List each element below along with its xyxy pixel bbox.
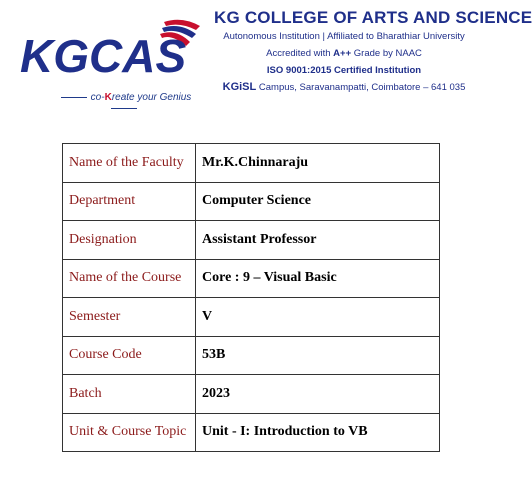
row-value: 2023 bbox=[196, 375, 440, 414]
iso-text: ISO 9001:2015 Certified Institution bbox=[266, 65, 422, 76]
accreditation-grade: A++ bbox=[333, 48, 352, 59]
college-logo bbox=[14, 14, 214, 104]
row-value: Assistant Professor bbox=[196, 221, 440, 260]
row-label: Course Code bbox=[63, 336, 196, 375]
row-value: 53B bbox=[196, 336, 440, 375]
college-address bbox=[214, 79, 474, 96]
header bbox=[0, 0, 532, 110]
tagline-prefix: co- bbox=[90, 92, 105, 103]
accreditation-suffix: Grade by NAAC bbox=[351, 48, 422, 59]
row-label: Batch bbox=[63, 375, 196, 414]
table-row bbox=[63, 221, 440, 260]
tagline-k: K bbox=[104, 92, 112, 103]
row-label: Name of the Faculty bbox=[63, 144, 196, 183]
tagline-rule-left bbox=[61, 97, 87, 98]
row-label: Department bbox=[63, 182, 196, 221]
college-info bbox=[214, 8, 532, 96]
college-accreditation bbox=[214, 45, 474, 62]
college-affiliation: Autonomous Institution | Affiliated to Bharathiar University bbox=[223, 31, 465, 42]
logo-text: KGCAS bbox=[20, 30, 187, 82]
table-row bbox=[63, 182, 440, 221]
address-campus-brand: KGiSL bbox=[222, 81, 257, 93]
row-label: Designation bbox=[63, 221, 196, 260]
row-value: V bbox=[196, 298, 440, 337]
row-value: Unit - I: Introduction to VB bbox=[196, 413, 440, 452]
row-label: Semester bbox=[63, 298, 196, 337]
row-value: Mr.K.Chinnaraju bbox=[196, 144, 440, 183]
row-label: Name of the Course bbox=[63, 259, 196, 298]
table-row bbox=[63, 259, 440, 298]
table-row bbox=[63, 298, 440, 337]
logo-tagline bbox=[44, 92, 204, 114]
row-value: Core : 9 – Visual Basic bbox=[196, 259, 440, 298]
row-value: Computer Science bbox=[196, 182, 440, 221]
address-rest: Campus, Saravanampatti, Coimbatore – 641 035 bbox=[256, 82, 466, 93]
table-row bbox=[63, 413, 440, 452]
accreditation-prefix: Accredited with bbox=[266, 48, 334, 59]
table-row bbox=[63, 144, 440, 183]
tagline-rest: reate your Genius bbox=[111, 92, 192, 103]
kgcas-logo-icon bbox=[14, 14, 214, 94]
college-iso bbox=[214, 62, 474, 79]
course-info-table bbox=[62, 143, 440, 452]
table-row bbox=[63, 336, 440, 375]
row-label: Unit & Course Topic bbox=[63, 413, 196, 452]
tagline-rule-right bbox=[111, 108, 137, 109]
college-name: KG COLLEGE OF ARTS AND SCIENCE bbox=[214, 8, 532, 27]
table-row bbox=[63, 375, 440, 414]
